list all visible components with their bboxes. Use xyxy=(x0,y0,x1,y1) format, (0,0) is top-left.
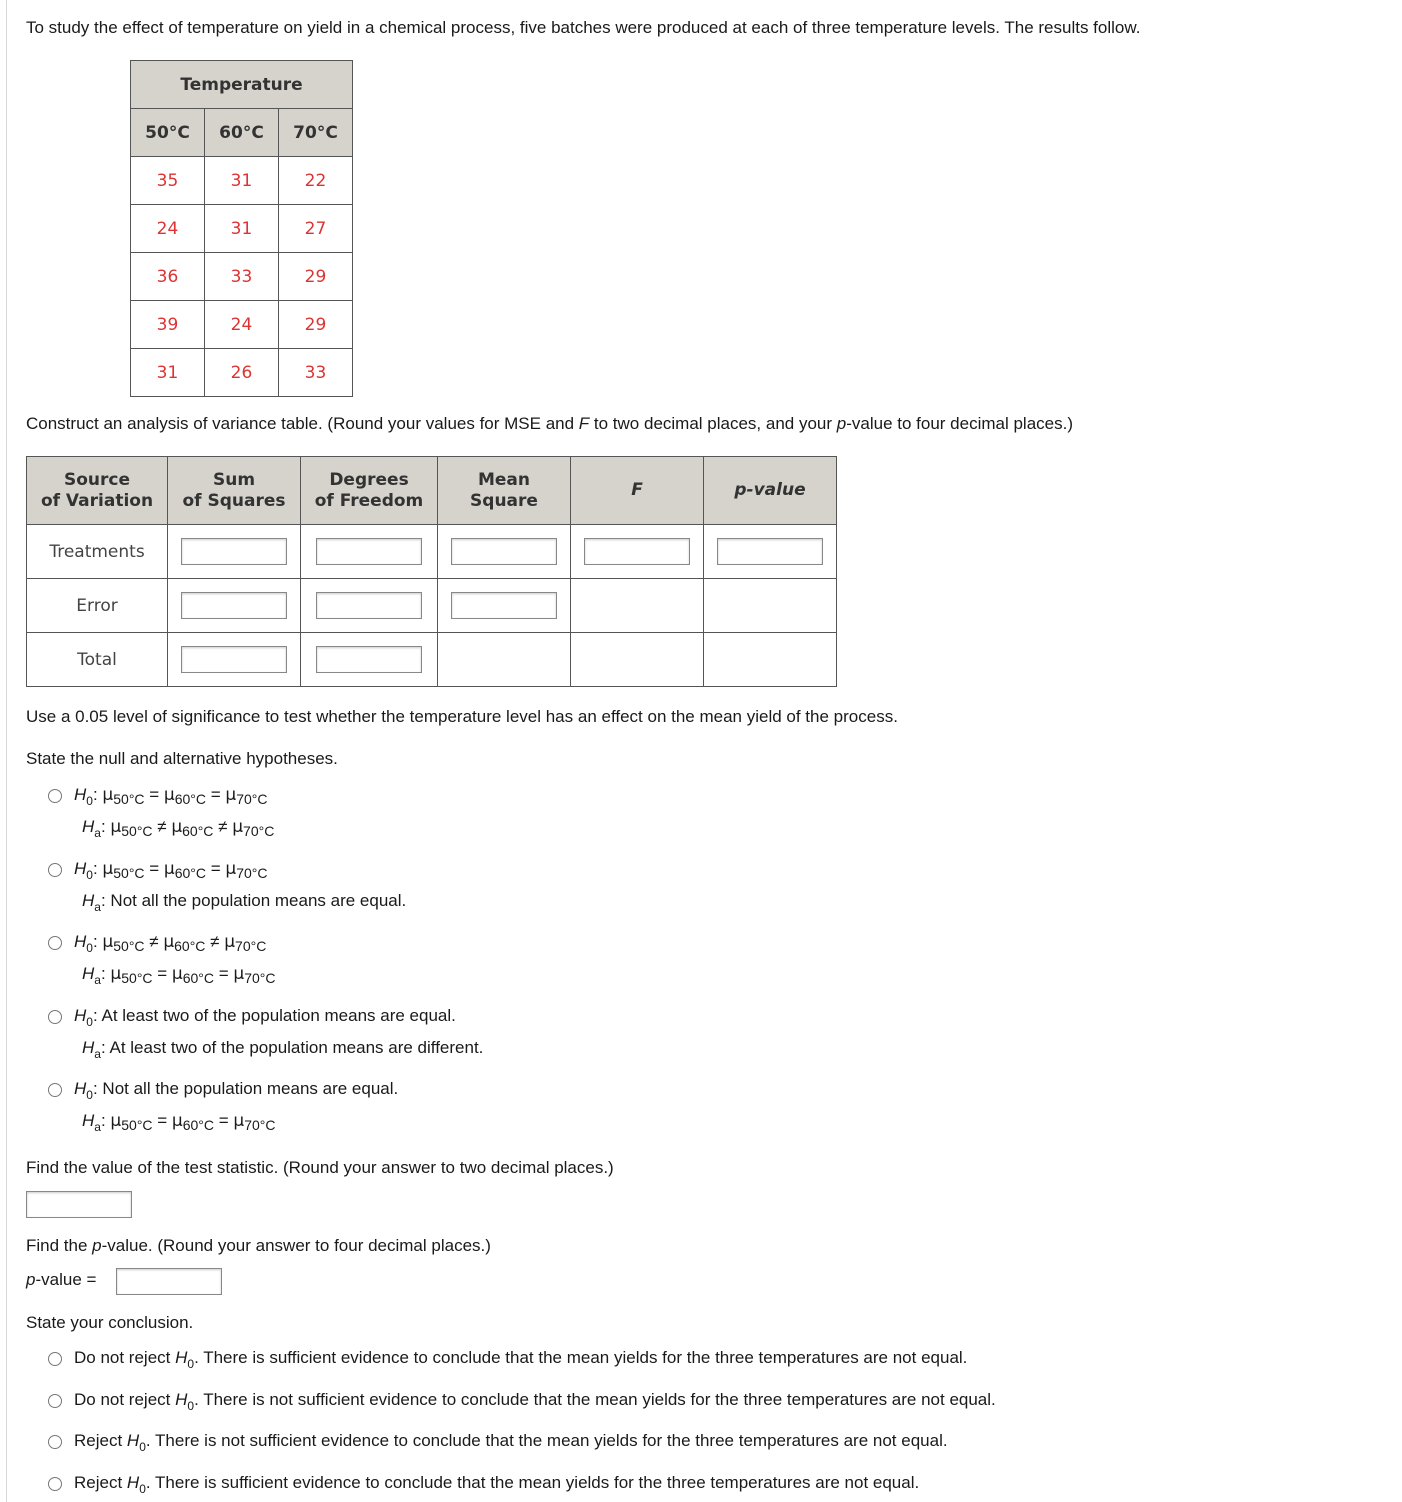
header-source: Source of Variation xyxy=(27,457,168,525)
table-row xyxy=(131,349,353,397)
col-header-70: 70°C xyxy=(279,109,353,157)
empty-cell xyxy=(571,633,704,687)
table-row xyxy=(27,579,837,633)
table-row xyxy=(131,253,353,301)
find-p-value-text: Find the p-value. (Round your answer to four decimal places.) xyxy=(26,1236,491,1255)
null-hypothesis: $H_0$: $\mu_{50^\circ C} = \mu_{60^\circ C} = \mu_{70^\circ C}$ xyxy=(74,859,268,882)
conclusion-text: Reject $H_0$. There is sufficient evidence to conclude that the mean yields for the three temperatures are not equal. xyxy=(74,1473,920,1496)
radio-button[interactable] xyxy=(48,863,62,877)
test-statistic-input[interactable] xyxy=(26,1191,132,1218)
table-row xyxy=(27,633,837,687)
treatments-df-input[interactable] xyxy=(316,538,422,565)
table-cell: 31 xyxy=(131,349,205,397)
anova-table xyxy=(26,456,837,687)
empty-cell xyxy=(571,579,704,633)
table-cell: 31 xyxy=(205,205,279,253)
table-cell: 36 xyxy=(131,253,205,301)
table-cell: 26 xyxy=(205,349,279,397)
radio-button[interactable] xyxy=(48,1435,62,1449)
total-ss-input[interactable] xyxy=(181,646,287,673)
treatments-ms-input[interactable] xyxy=(451,538,557,565)
treatments-f-input[interactable] xyxy=(584,538,690,565)
total-df-input[interactable] xyxy=(316,646,422,673)
state-hypotheses-text: State the null and alternative hypotheses. xyxy=(26,749,338,768)
significance-text: Use a 0.05 level of significance to test whether the temperature level has an effect on the mean yield of the process. xyxy=(26,707,898,726)
table-row xyxy=(27,525,837,579)
intro-text: To study the effect of temperature on yield in a chemical process, five batches were produced at each of three temperature levels. The results follow. xyxy=(26,18,1141,37)
row-label-total: Total xyxy=(27,633,168,687)
header-mean-square: Mean Square xyxy=(438,457,571,525)
alternative-hypothesis: $H_a$: $\mu_{50^\circ C} = \mu_{60^\circ C} = \mu_{70^\circ C}$ xyxy=(82,964,276,987)
alternative-hypothesis: $H_a$: $\mu_{50^\circ C} = \mu_{60^\circ C} = \mu_{70^\circ C}$ xyxy=(82,1111,276,1134)
anova-instructions: Construct an analysis of variance table. (Round your values for MSE and F to two decimal places, and your p-value to four decimal places.) xyxy=(26,414,1074,433)
radio-button[interactable] xyxy=(48,1394,62,1408)
empty-cell xyxy=(438,633,571,687)
p-value-input[interactable] xyxy=(116,1268,222,1295)
row-label-treatments: Treatments xyxy=(27,525,168,579)
radio-button[interactable] xyxy=(48,936,62,950)
table-cell: 35 xyxy=(131,157,205,205)
table-cell: 33 xyxy=(205,253,279,301)
radio-button[interactable] xyxy=(48,1010,62,1024)
find-test-statistic-text: Find the value of the test statistic. (Round your answer to two decimal places.) xyxy=(26,1158,614,1177)
table-cell: 29 xyxy=(279,301,353,349)
conclusion-text: Do not reject $H_0$. There is sufficient evidence to conclude that the mean yields for the three temperatures are not equal. xyxy=(74,1348,968,1371)
col-header-60: 60°C xyxy=(205,109,279,157)
empty-cell xyxy=(704,633,837,687)
table-cell: 31 xyxy=(205,157,279,205)
radio-button[interactable] xyxy=(48,1477,62,1491)
table-row xyxy=(131,157,353,205)
p-value-label: p-value = xyxy=(26,1270,97,1289)
state-conclusion-text: State your conclusion. xyxy=(26,1313,194,1332)
conclusion-text: Reject $H_0$. There is not sufficient evidence to conclude that the mean yields for the three temperatures are not equal. xyxy=(74,1431,948,1454)
radio-button[interactable] xyxy=(48,1083,62,1097)
error-ms-input[interactable] xyxy=(451,592,557,619)
treatments-p-value-input[interactable] xyxy=(717,538,823,565)
alternative-hypothesis: $H_a$: $\mu_{50^\circ C} \ne \mu_{60^\circ C} \ne \mu_{70^\circ C}$ xyxy=(82,817,275,840)
empty-cell xyxy=(704,579,837,633)
null-hypothesis: $H_0$: Not all the population means are equal. xyxy=(74,1079,399,1102)
table-cell: 24 xyxy=(205,301,279,349)
table-cell: 22 xyxy=(279,157,353,205)
table-cell: 27 xyxy=(279,205,353,253)
table-row xyxy=(131,301,353,349)
table-cell: 33 xyxy=(279,349,353,397)
header-f: F xyxy=(571,457,704,525)
header-sum-of-squares: Sum of Squares xyxy=(168,457,301,525)
header-degrees-of-freedom: Degrees of Freedom xyxy=(301,457,438,525)
table-cell: 39 xyxy=(131,301,205,349)
row-label-error: Error xyxy=(27,579,168,633)
null-hypothesis: $H_0$: $\mu_{50^\circ C} \ne \mu_{60^\circ C} \ne \mu_{70^\circ C}$ xyxy=(74,932,267,955)
table-cell: 29 xyxy=(279,253,353,301)
treatments-ss-input[interactable] xyxy=(181,538,287,565)
alternative-hypothesis: $H_a$: Not all the population means are equal. xyxy=(82,891,407,914)
error-df-input[interactable] xyxy=(316,592,422,619)
null-hypothesis: $H_0$: At least two of the population means are equal. xyxy=(74,1006,456,1029)
error-ss-input[interactable] xyxy=(181,592,287,619)
temperature-header: Temperature xyxy=(131,61,353,109)
table-cell: 24 xyxy=(131,205,205,253)
conclusion-text: Do not reject $H_0$. There is not sufficient evidence to conclude that the mean yields for the three temperatures are not equal. xyxy=(74,1390,996,1413)
header-p-value: p-value xyxy=(704,457,837,525)
col-header-50: 50°C xyxy=(131,109,205,157)
table-row xyxy=(131,205,353,253)
radio-button[interactable] xyxy=(48,789,62,803)
left-border xyxy=(6,0,7,1502)
null-hypothesis: $H_0$: $\mu_{50^\circ C} = \mu_{60^\circ C} = \mu_{70^\circ C}$ xyxy=(74,785,268,808)
radio-button[interactable] xyxy=(48,1352,62,1366)
alternative-hypothesis: $H_a$: At least two of the population means are different. xyxy=(82,1038,484,1061)
temperature-table xyxy=(130,60,353,397)
